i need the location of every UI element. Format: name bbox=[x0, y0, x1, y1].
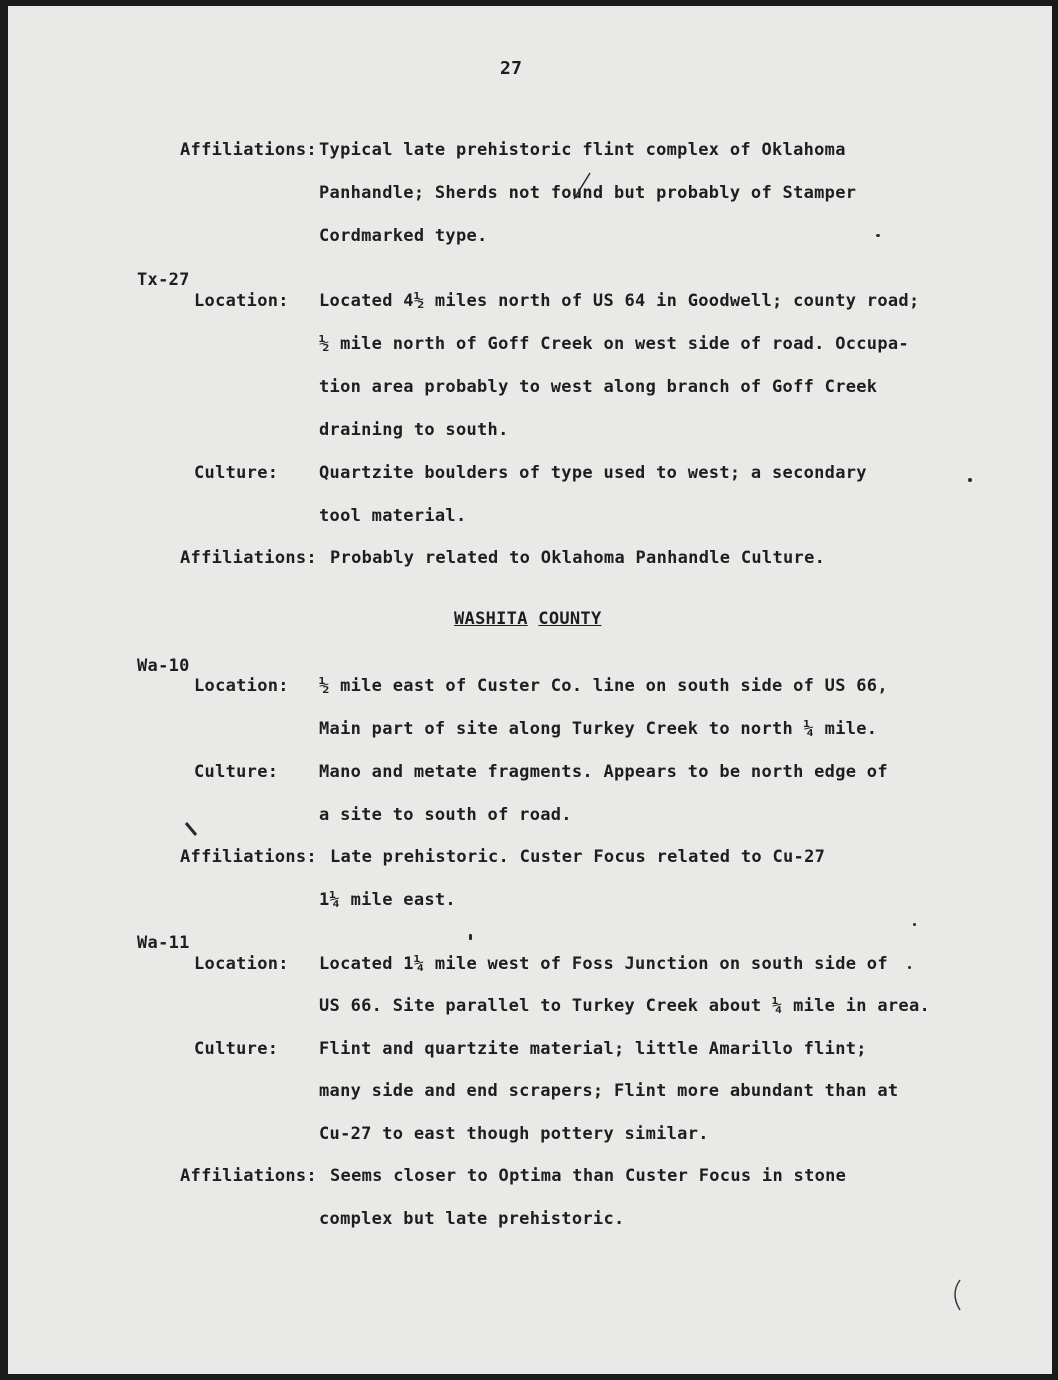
speck bbox=[913, 923, 916, 926]
speck bbox=[908, 966, 911, 969]
affiliations-label: Affiliations: bbox=[180, 847, 317, 867]
text-line: ½ mile east of Custer Co. line on south side of US 66, bbox=[319, 676, 888, 696]
text-line: Seems closer to Optima than Custer Focus in stone bbox=[330, 1166, 847, 1186]
text-line: Main part of site along Turkey Creek to north ¼ mile. bbox=[319, 719, 878, 739]
text-line: 1¼ mile east. bbox=[319, 890, 456, 910]
site-code: Wa-10 bbox=[137, 656, 190, 676]
location-label: Location: bbox=[194, 954, 289, 974]
text-line: Panhandle; Sherds not found but probably of Stamper bbox=[319, 183, 857, 203]
location-label: Location: bbox=[194, 676, 289, 696]
affiliations-label: Affiliations: bbox=[180, 140, 317, 160]
pen-mark bbox=[948, 1276, 968, 1316]
text-line: Late prehistoric. Custer Focus related to Cu-27 bbox=[330, 847, 826, 867]
page-number: 27 bbox=[500, 58, 523, 79]
text-line: Cordmarked type. bbox=[319, 226, 488, 246]
text-line: tool material. bbox=[319, 506, 467, 526]
affiliations-label: Affiliations: bbox=[180, 1166, 317, 1186]
text-line: a site to south of road. bbox=[319, 805, 572, 825]
text-line: Flint and quartzite material; little Amarillo flint; bbox=[319, 1039, 867, 1059]
document-page bbox=[8, 6, 1052, 1374]
text-line: Located 4½ miles north of US 64 in Goodwell; county road; bbox=[319, 291, 920, 311]
text-line: Probably related to Oklahoma Panhandle Culture. bbox=[330, 548, 826, 568]
text-line: US 66. Site parallel to Turkey Creek about ¼ mile in area. bbox=[319, 996, 931, 1016]
text-line: complex but late prehistoric. bbox=[319, 1209, 625, 1229]
location-label: Location: bbox=[194, 291, 289, 311]
affiliations-label: Affiliations: bbox=[180, 548, 317, 568]
culture-label: Culture: bbox=[194, 463, 279, 483]
site-code: Wa-11 bbox=[137, 933, 190, 953]
speck bbox=[968, 478, 972, 482]
pen-mark bbox=[568, 171, 598, 201]
speck bbox=[469, 934, 472, 940]
heading-word: COUNTY bbox=[538, 609, 602, 629]
text-line: ½ mile north of Goff Creek on west side of road. Occupa- bbox=[319, 334, 909, 354]
text-line: Mano and metate fragments. Appears to be north edge of bbox=[319, 762, 888, 782]
speck bbox=[876, 234, 880, 237]
text-line: Located 1¼ mile west of Foss Junction on south side of bbox=[319, 954, 888, 974]
section-heading bbox=[454, 609, 602, 629]
text-line: Quartzite boulders of type used to west; a secondary bbox=[319, 463, 867, 483]
text-line: Cu-27 to east though pottery similar. bbox=[319, 1124, 709, 1144]
culture-label: Culture: bbox=[194, 1039, 279, 1059]
text-line: Typical late prehistoric flint complex of Oklahoma bbox=[319, 140, 846, 160]
text-line: many side and end scrapers; Flint more abundant than at bbox=[319, 1081, 899, 1101]
site-code: Tx-27 bbox=[137, 270, 190, 290]
pen-mark bbox=[184, 821, 204, 841]
culture-label: Culture: bbox=[194, 762, 279, 782]
text-line: draining to south. bbox=[319, 420, 509, 440]
text-line: tion area probably to west along branch of Goff Creek bbox=[319, 377, 878, 397]
heading-word: WASHITA bbox=[454, 609, 528, 629]
